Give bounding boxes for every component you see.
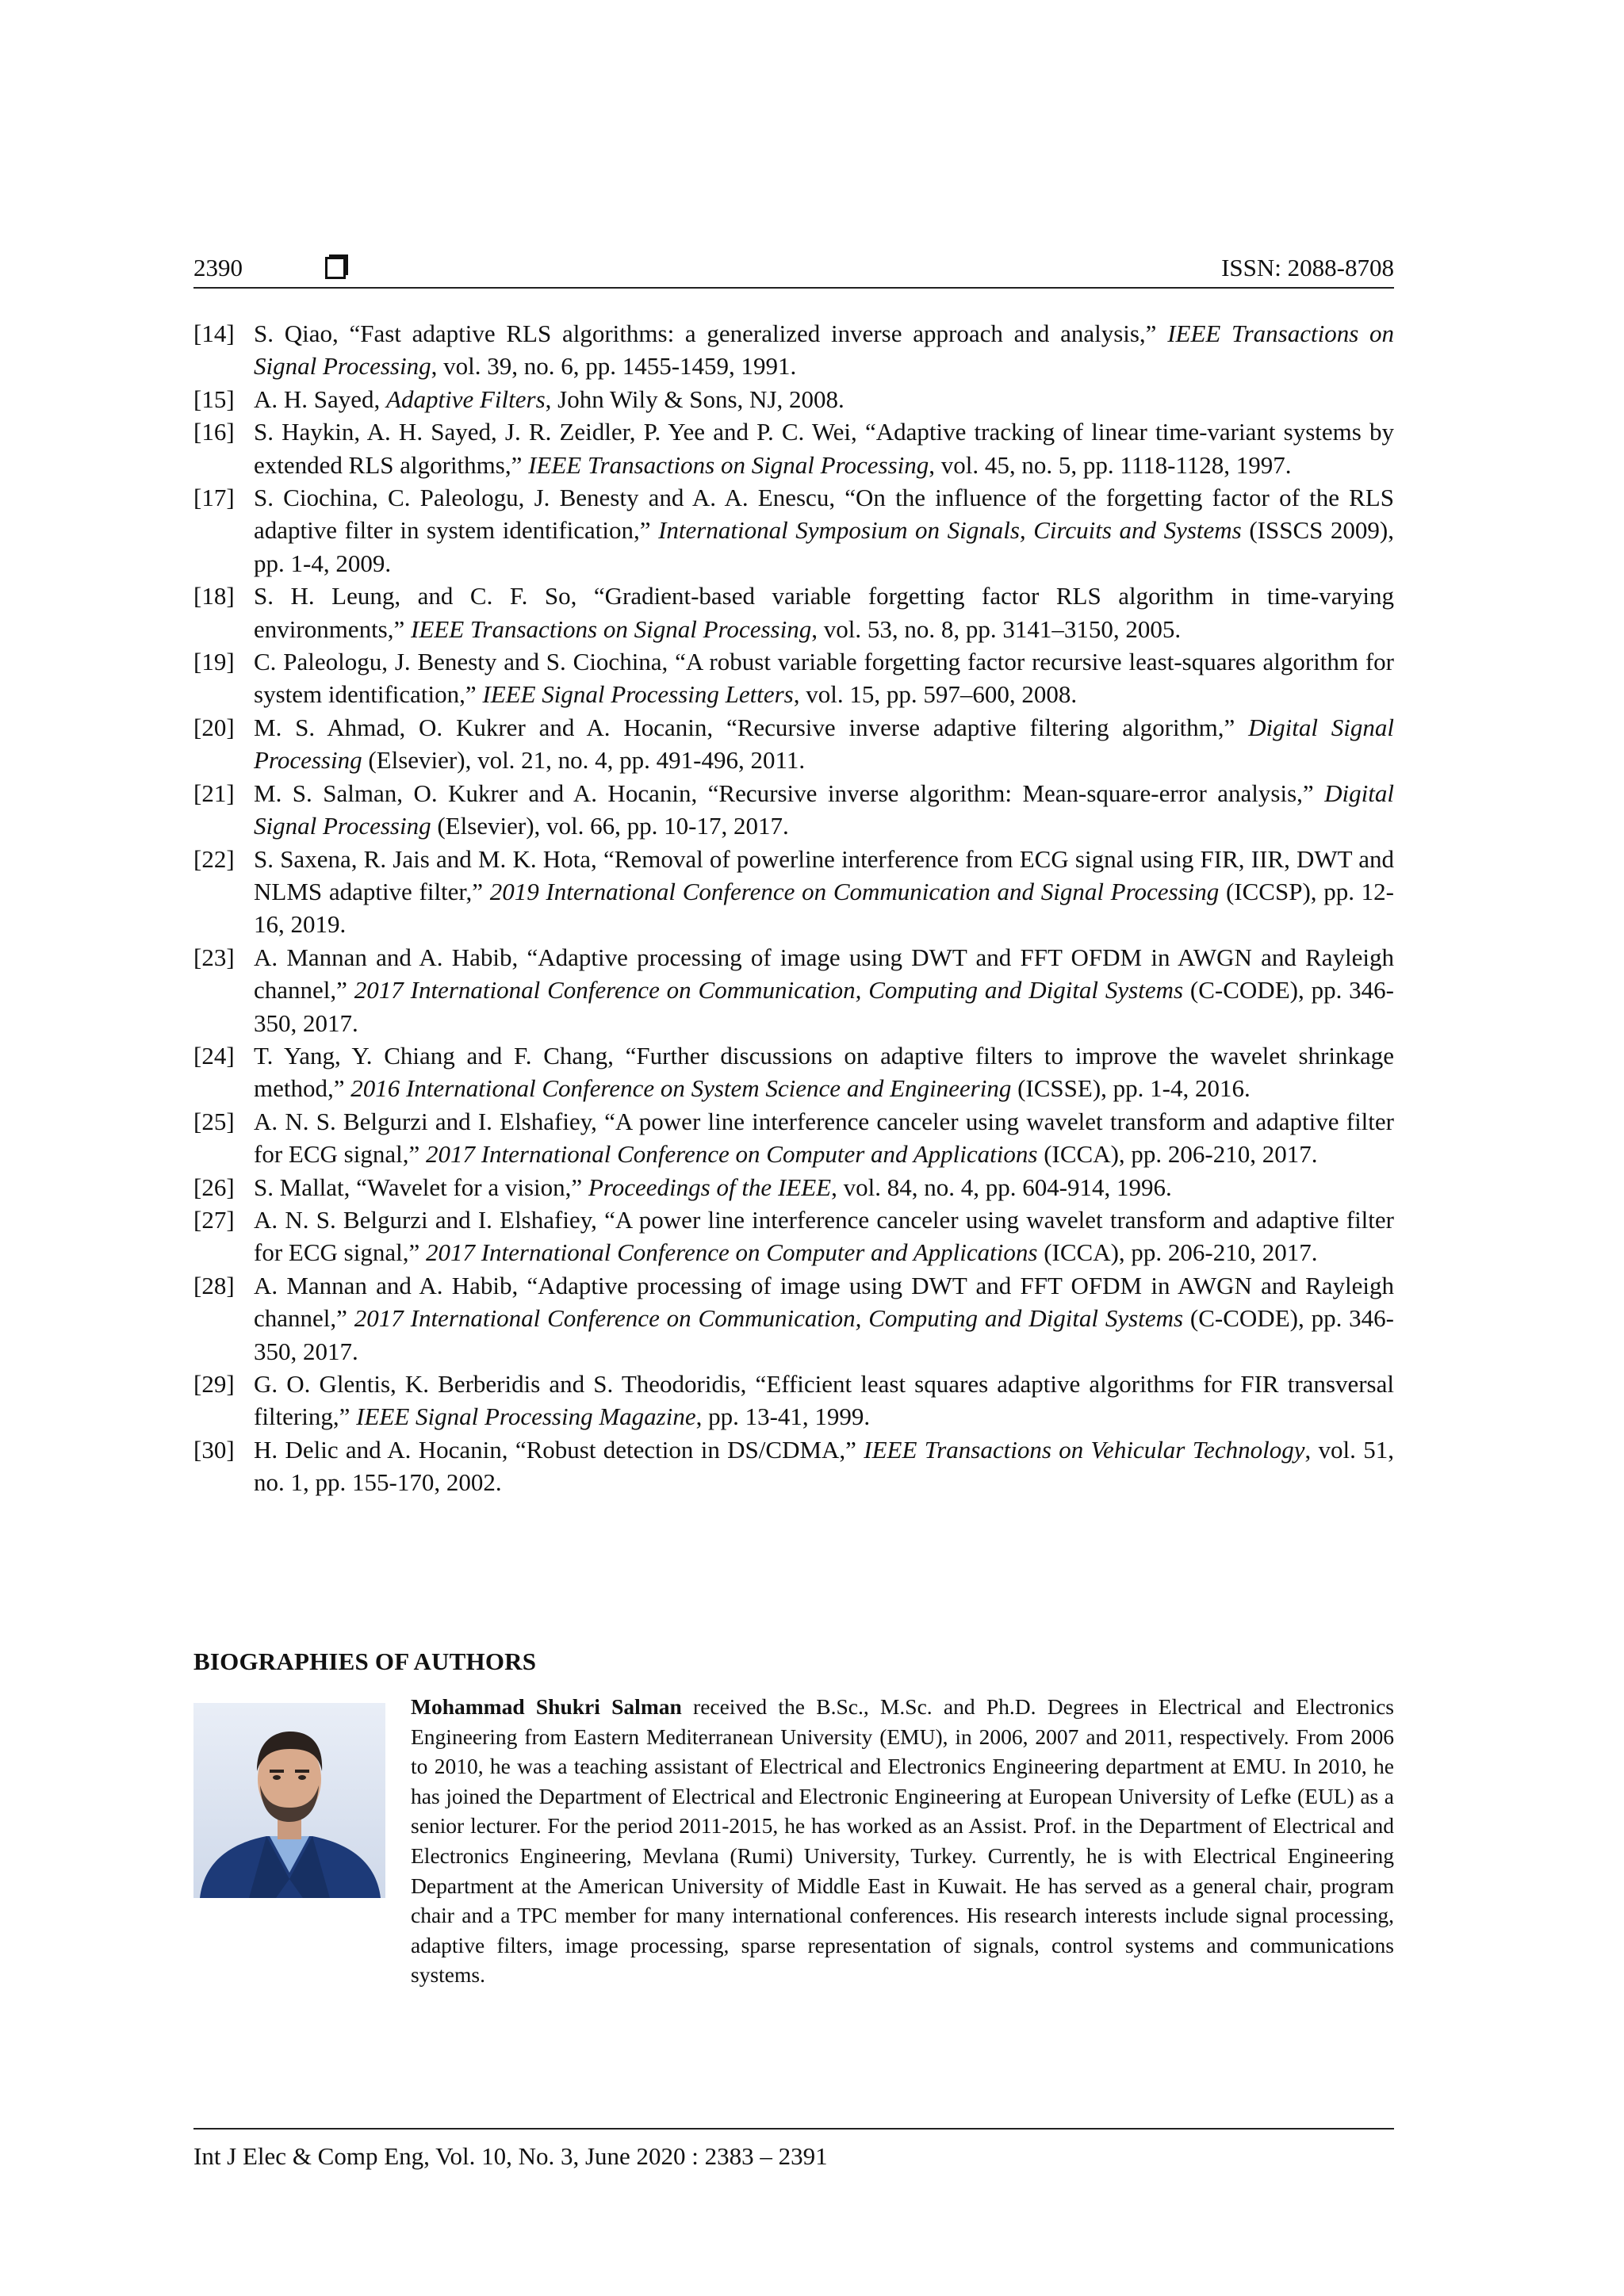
reference-venue: Proceedings of the IEEE [588,1173,832,1201]
reference-segment: S. Haykin, A. H. Sayed, J. R. Zeidler, P. Yee and P. C. Wei, “Adaptive tracking of linear time-variant systems by extended RLS algorithms,” [254,418,1394,479]
reference-segment: G. O. Glentis, K. Berberidis and S. Theodoridis, “Efficient least squares adaptive algorithms for FIR transversal filtering,” [254,1370,1394,1431]
reference-item [193,941,1394,1039]
reference-item [193,415,1394,481]
reference-text [254,1206,1394,1266]
reference-segment: H. Delic and A. Hocanin, “Robust detection in DS/CDMA,” [254,1435,864,1464]
reference-segment: (ICCA), pp. 206-210, 2017. [1037,1238,1318,1267]
reference-text [254,1370,1394,1430]
reference-number: [29] [193,1370,235,1398]
reference-segment: , vol. 45, no. 5, pp. 1118-1128, 1997. [929,450,1292,479]
reference-item [193,843,1394,941]
reference-segment: A. N. S. Belgurzi and I. Elshafiey, “A power line interference canceler using wavelet transform and adaptive filter for ECG signal,” [254,1205,1394,1267]
reference-item [193,1105,1394,1171]
reference-segment: S. Saxena, R. Jais and M. K. Hota, “Removal of powerline interference from ECG signal using FIR, IIR, DWT and NLMS adaptive filter,” [254,844,1394,905]
reference-text [254,320,1394,380]
reference-number: [19] [193,648,235,676]
reference-segment: M. S. Salman, O. Kukrer and A. Hocanin, “Recursive inverse algorithm: Mean-square-error analysis,” [254,779,1325,807]
reference-venue: IEEE Transactions on Vehicular Technology [864,1435,1305,1464]
reference-segment: (ICSSE), pp. 1-4, 2016. [1011,1074,1251,1103]
reference-item [193,383,1394,415]
reference-segment: (Elsevier), vol. 21, no. 4, pp. 491-496, 2011. [362,746,806,775]
reference-venue: 2017 International Conference on Communication, Computing and Digital Systems [354,1304,1184,1333]
reference-number: [26] [193,1173,235,1201]
author-photo [193,1703,385,1898]
reference-segment: S. Mallat, “Wavelet for a vision,” [254,1173,588,1201]
reference-number: [25] [193,1107,235,1135]
references-list [193,317,1394,1499]
reference-segment: , vol. 51, no. 1, pp. 155-170, 2002. [254,1435,1394,1497]
reference-item [193,1171,1394,1203]
reference-number: [30] [193,1435,235,1464]
reference-segment: M. S. Ahmad, O. Kukrer and A. Hocanin, “Recursive inverse adaptive filtering algorithm,” [254,713,1249,741]
reference-venue: 2019 International Conference on Communication and Signal Processing [489,877,1220,905]
footer-rule [193,2128,1394,2130]
author-name: Mohammad Shukri Salman [411,1694,682,1719]
reference-text [254,1272,1394,1365]
page-number: 2390 [193,254,243,281]
reference-number: [24] [193,1041,235,1070]
issn-label: ISSN: 2088-8708 [1221,254,1394,281]
reference-venue: International Symposium on Signals, Circuits and Systems [658,516,1242,545]
reference-venue: 2017 International Conference on Communication, Computing and Digital Systems [354,976,1184,1004]
reference-number: [21] [193,779,235,807]
reference-segment: A. N. S. Belgurzi and I. Elshafiey, “A power line interference canceler using wavelet transform and adaptive filter for ECG signal,” [254,1107,1394,1169]
reference-text [254,385,845,413]
reference-text [254,779,1394,840]
reference-item [193,481,1394,580]
reference-segment: A. Mannan and A. Habib, “Adaptive processing of image using DWT and FFT OFDM in AWGN and Rayleigh channel,” [254,943,1394,1004]
reference-text [254,648,1394,708]
reference-segment: , pp. 13-41, 1999. [695,1402,871,1431]
reference-item [193,1269,1394,1368]
author-bio-text: received the B.Sc., M.Sc. and Ph.D. Degrees in Electrical and Electronics Engineering from Eastern Mediterranean University (EMU), in 2006, 2007 and 2011, respectively. From 2006 to 2010, he was a teaching assistant of Electrical and Electronics Engineering department at EMU. In 2010, he has joined the Department of Electrical and Electronic Engineering at European University of Lefke (EUL) as a senior lecturer. For the period 2011-2015, he has worked as an Assist. Prof. in the Department of Electrical and Electronics Engineering, Mevlana (Rumi) University, Turkey. Currently, he is with Electrical Engineering Department at the American University of Middle East in Kuwait. He has served as a general chair, program chair and a TPC member for many international conferences. His research interests include signal processing, adaptive filters, image processing, sparse representation of signals, control systems and communications systems. [411,1694,1394,1988]
biographies-heading: BIOGRAPHIES OF AUTHORS [193,1647,537,1675]
reference-number: [17] [193,484,235,512]
page-footer: Int J Elec & Comp Eng, Vol. 10, No. 3, June 2020 : 2383 – 2391 [193,2142,828,2170]
reference-segment: , vol. 39, no. 6, pp. 1455-1459, 1991. [431,352,797,381]
reference-item [193,711,1394,777]
page-header [193,251,1394,289]
reference-item [193,777,1394,843]
reference-segment: S. Qiao, “Fast adaptive RLS algorithms: a generalized inverse approach and analysis,” [254,320,1168,347]
reference-venue: Digital Signal Processing [254,779,1394,840]
reference-segment: , John Wily & Sons, NJ, 2008. [545,385,845,413]
reference-segment: (Elsevier), vol. 66, pp. 10-17, 2017. [431,812,789,840]
reference-venue: 2017 International Conference on Computer and Applications [425,1238,1038,1267]
reference-item [193,1203,1394,1269]
reference-venue: Digital Signal Processing [254,713,1394,775]
reference-venue: IEEE Transactions on Signal Processing [411,614,812,643]
reference-segment: , vol. 84, no. 4, pp. 604-914, 1996. [831,1173,1172,1201]
reference-segment: (C-CODE), pp. 346-350, 2017. [254,1304,1394,1365]
reference-number: [28] [193,1271,235,1299]
reference-item [193,1368,1394,1433]
reference-segment: T. Yang, Y. Chiang and F. Chang, “Further discussions on adaptive filters to improve the wavelet shrinkage method,” [254,1041,1394,1103]
reference-text [254,845,1394,939]
reference-number: [14] [193,320,235,347]
reference-segment: (C-CODE), pp. 346-350, 2017. [254,976,1394,1037]
reference-item [193,580,1394,645]
reference-number: [27] [193,1205,235,1234]
author-biography [411,1692,1394,1990]
reference-item [193,1039,1394,1105]
reference-text [254,1108,1394,1168]
reference-number: [15] [193,385,235,413]
reference-segment: A. Mannan and A. Habib, “Adaptive processing of image using DWT and FFT OFDM in AWGN and Rayleigh channel,” [254,1271,1394,1333]
reference-item [193,645,1394,711]
reference-text [254,1042,1394,1102]
reference-segment: S. Ciochina, C. Paleologu, J. Benesty and A. A. Enescu, “On the influence of the forgetting factor of the RLS adaptive filter in system identification,” [254,484,1394,545]
reference-segment: (ISSCS 2009), pp. 1-4, 2009. [254,516,1395,577]
reference-segment: , vol. 15, pp. 597–600, 2008. [793,680,1078,709]
reference-venue: 2017 International Conference on Computer and Applications [425,1140,1038,1169]
reference-segment: A. H. Sayed, [254,385,387,413]
reference-number: [16] [193,418,235,446]
reference-segment: S. H. Leung, and C. F. So, “Gradient-based variable forgetting factor RLS algorithm in time-varying environments,” [254,582,1394,643]
reference-venue: IEEE Signal Processing Letters [482,680,794,709]
reference-venue: IEEE Transactions on Signal Processing [528,450,929,479]
reference-number: [22] [193,844,235,873]
reference-segment: , vol. 53, no. 8, pp. 3141–3150, 2005. [811,614,1182,643]
reference-segment: (ICCSP), pp. 12-16, 2019. [254,877,1394,939]
reference-text [254,1436,1394,1496]
reference-text [254,943,1394,1037]
reference-text [254,1173,1172,1201]
reference-text [254,714,1394,774]
reference-text [254,582,1394,642]
reference-segment: (ICCA), pp. 206-210, 2017. [1037,1140,1318,1169]
reference-venue: 2016 International Conference on System Science and Engineering [350,1074,1012,1103]
reference-venue: IEEE Signal Processing Magazine [356,1402,696,1431]
reference-venue: Adaptive Filters [386,385,546,413]
reference-item [193,317,1394,383]
reference-number: [23] [193,943,235,971]
reference-number: [20] [193,713,235,741]
reference-segment: C. Paleologu, J. Benesty and S. Ciochina, “A robust variable forgetting factor recursive least-squares algorithm for system identification,” [254,648,1394,709]
reference-number: [18] [193,582,235,610]
reference-text [254,418,1394,478]
square-box-icon [325,257,346,279]
reference-item [193,1433,1394,1499]
reference-venue: IEEE Transactions on Signal Processing [254,320,1394,381]
reference-text [254,484,1394,577]
